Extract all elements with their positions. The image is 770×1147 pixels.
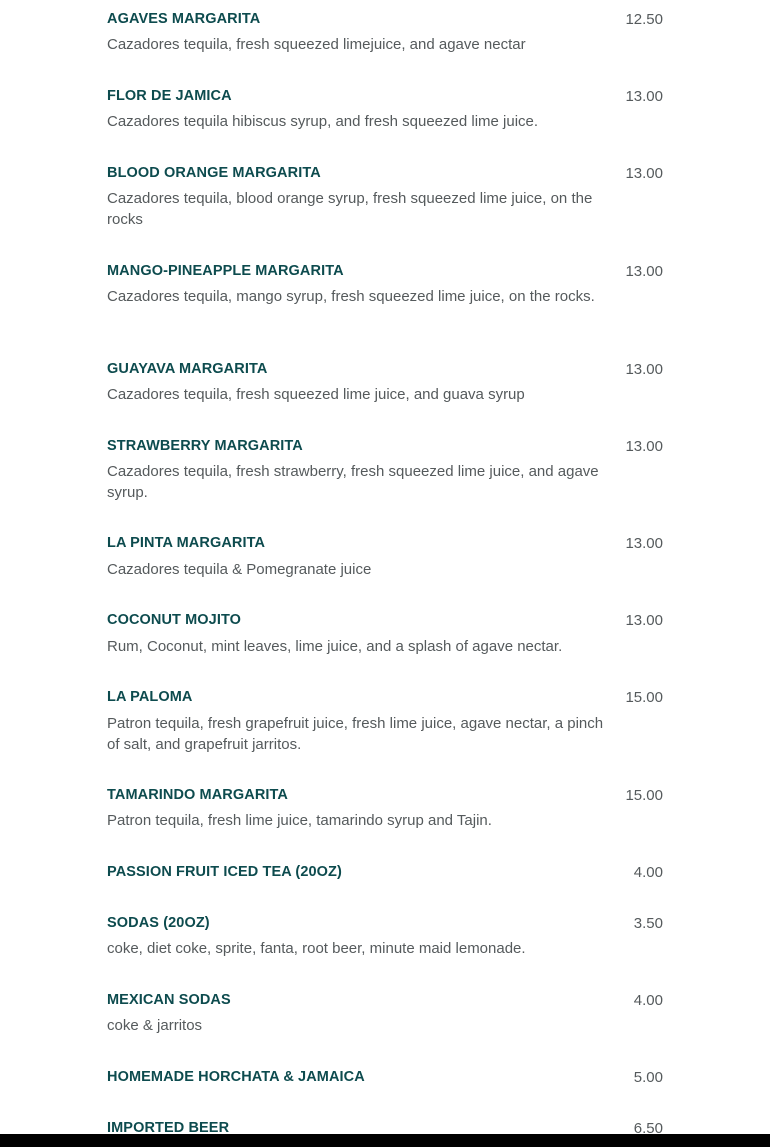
item-price: 13.00 xyxy=(625,438,663,455)
item-description: Cazadores tequila hibiscus syrup, and fresh squeezed lime juice. xyxy=(107,113,539,130)
item-price: 6.50 xyxy=(633,1120,663,1134)
item-name: MEXICAN SODAS xyxy=(107,992,231,1008)
item-description: coke, diet coke, sprite, fanta, root beer, minute maid lemonade. xyxy=(107,940,526,957)
item-name: PASSION FRUIT ICED TEA (20OZ) xyxy=(107,864,342,880)
bottom-bar xyxy=(0,1134,770,1147)
item-price: 15.00 xyxy=(625,787,663,804)
item-price: 13.00 xyxy=(625,165,663,182)
item-price: 4.00 xyxy=(633,992,663,1009)
item-price: 15.00 xyxy=(625,689,663,706)
item-name: LA PALOMA xyxy=(107,689,193,705)
item-description: Cazadores tequila, fresh squeezed limejuice, and agave nectar xyxy=(107,36,526,53)
item-name: HOMEMADE HORCHATA & JAMAICA xyxy=(107,1069,365,1085)
item-price: 3.50 xyxy=(633,915,663,932)
item-price: 13.00 xyxy=(625,263,663,280)
item-description: coke & jarritos xyxy=(107,1017,203,1034)
item-name: LA PINTA MARGARITA xyxy=(107,535,266,551)
item-name: BLOOD ORANGE MARGARITA xyxy=(107,165,321,181)
item-price: 13.00 xyxy=(625,361,663,378)
item-name: COCONUT MOJITO xyxy=(107,612,242,628)
item-name: AGAVES MARGARITA xyxy=(107,11,261,27)
item-description: Cazadores tequila, mango syrup, fresh squeezed lime juice, on the rocks. xyxy=(107,288,595,305)
item-price: 13.00 xyxy=(625,612,663,629)
item-price: 12.50 xyxy=(625,11,663,28)
item-price: 4.00 xyxy=(633,864,663,881)
item-name: STRAWBERRY MARGARITA xyxy=(107,438,303,454)
item-name: GUAYAVA MARGARITA xyxy=(107,361,268,377)
item-name: TAMARINDO MARGARITA xyxy=(107,787,288,803)
item-name: MANGO-PINEAPPLE MARGARITA xyxy=(107,263,344,279)
item-description: Patron tequila, fresh lime juice, tamarindo syrup and Tajin. xyxy=(107,812,492,829)
item-name: FLOR DE JAMICA xyxy=(107,88,232,104)
item-price: 13.00 xyxy=(625,535,663,552)
item-description: Cazadores tequila, fresh strawberry, fresh squeezed lime juice, and agave syrup. xyxy=(107,463,599,501)
item-price: 13.00 xyxy=(625,88,663,105)
item-price: 5.00 xyxy=(633,1069,663,1086)
item-name: SODAS (20OZ) xyxy=(107,915,210,931)
item-description: Cazadores tequila, blood orange syrup, fresh squeezed lime juice, on the rocks xyxy=(107,190,593,228)
item-description: Rum, Coconut, mint leaves, lime juice, and a splash of agave nectar. xyxy=(107,638,563,655)
item-description: Cazadores tequila, fresh squeezed lime juice, and guava syrup xyxy=(107,386,525,403)
item-description: Cazadores tequila & Pomegranate juice xyxy=(107,561,372,578)
item-description: Patron tequila, fresh grapefruit juice, fresh lime juice, agave nectar, a pinch of salt, and grapefruit jarritos. xyxy=(107,715,604,753)
item-name: IMPORTED BEER xyxy=(107,1120,230,1134)
